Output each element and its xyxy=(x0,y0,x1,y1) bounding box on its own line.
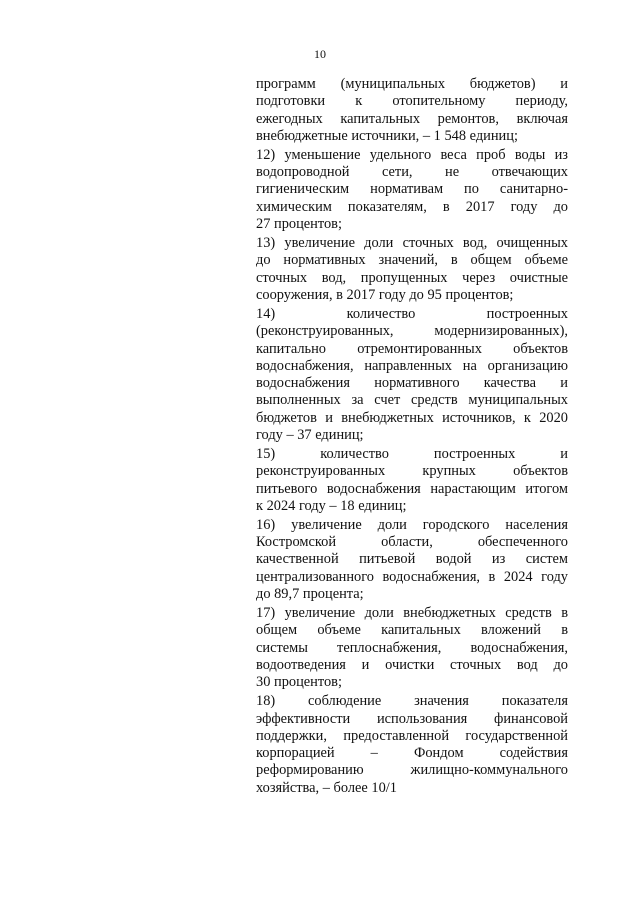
text-line: сточных вод, пропущенных через очистные xyxy=(256,269,568,286)
paragraph xyxy=(256,605,568,691)
text-line: гигиеническим нормативам по санитарно- xyxy=(256,181,568,198)
text-line: 18) соблюдение значения показателя xyxy=(256,693,568,710)
text-line: централизованного водоснабжения, в 2024 году xyxy=(256,568,568,585)
paragraph xyxy=(256,147,568,233)
text-line: реконструированных крупных объектов xyxy=(256,463,568,480)
text-line: до 89,7 процента; xyxy=(256,586,364,603)
text-line: 16) увеличение доли городского населения xyxy=(256,516,568,533)
text-line: 13) увеличение доли сточных вод, очищенных xyxy=(256,235,568,252)
text-line: водопроводной сети, не отвечающих xyxy=(256,164,568,181)
text-line: сооружения, в 2017 году до 95 процентов; xyxy=(256,286,514,303)
text-line: программ (муниципальных бюджетов) и xyxy=(256,76,568,92)
text-line: хозяйства, – более 10/1 xyxy=(256,779,397,796)
text-line: системы теплоснабжения, водоснабжения, xyxy=(256,639,568,656)
document-body xyxy=(256,76,568,799)
paragraph xyxy=(256,446,568,515)
text-line: Костромской области, обеспеченного xyxy=(256,534,568,551)
text-line: ежегодных капитальных ремонтов, включая xyxy=(256,110,568,127)
text-line: водоснабжения нормативного качества и xyxy=(256,375,568,392)
text-line: 12) уменьшение удельного веса проб воды из xyxy=(256,146,568,163)
paragraph xyxy=(256,693,568,797)
paragraph xyxy=(256,235,568,304)
text-line: (реконструированных, модернизированных), xyxy=(256,323,568,340)
text-line: корпорацией – Фондом содействия xyxy=(256,745,568,762)
text-line: к 2024 году – 18 единиц; xyxy=(256,497,407,514)
paragraph xyxy=(256,517,568,603)
text-line: выполненных за счет средств муниципальных xyxy=(256,392,568,409)
text-line: внебюджетные источники, – 1 548 единиц; xyxy=(256,127,518,144)
text-line: 30 процентов; xyxy=(256,674,342,691)
text-line: 15) количество построенных и xyxy=(256,445,568,462)
text-line: до нормативных значений, в общем объеме xyxy=(256,252,568,269)
text-line: 27 процентов; xyxy=(256,216,342,233)
paragraph xyxy=(256,306,568,444)
page-number: 10 xyxy=(314,47,326,61)
text-line: капитально отремонтированных объектов xyxy=(256,340,568,357)
text-line: поддержки, предоставленной государственной xyxy=(256,727,568,744)
paragraph xyxy=(256,76,568,145)
text-line: 17) увеличение доли внебюджетных средств в xyxy=(256,605,568,622)
text-line: водоотведения и очистки сточных вод до xyxy=(256,656,568,673)
text-line: общем объеме капитальных вложений в xyxy=(256,622,568,639)
text-line: реформированию жилищно-коммунального xyxy=(256,762,568,779)
text-line: питьевого водоснабжения нарастающим итогом xyxy=(256,480,568,497)
text-line: водоснабжения, направленных на организацию xyxy=(256,357,568,374)
text-line: эффективности использования финансовой xyxy=(256,710,568,727)
text-line: бюджетов и внебюджетных источников, к 2020 xyxy=(256,409,568,426)
text-line: подготовки к отопительному периоду, xyxy=(256,93,568,110)
text-line: году – 37 единиц; xyxy=(256,427,364,443)
text-line: 14) количество построенных xyxy=(256,305,568,322)
text-line: химическим показателям, в 2017 году до xyxy=(256,198,568,215)
text-line: качественной питьевой водой из систем xyxy=(256,551,568,568)
